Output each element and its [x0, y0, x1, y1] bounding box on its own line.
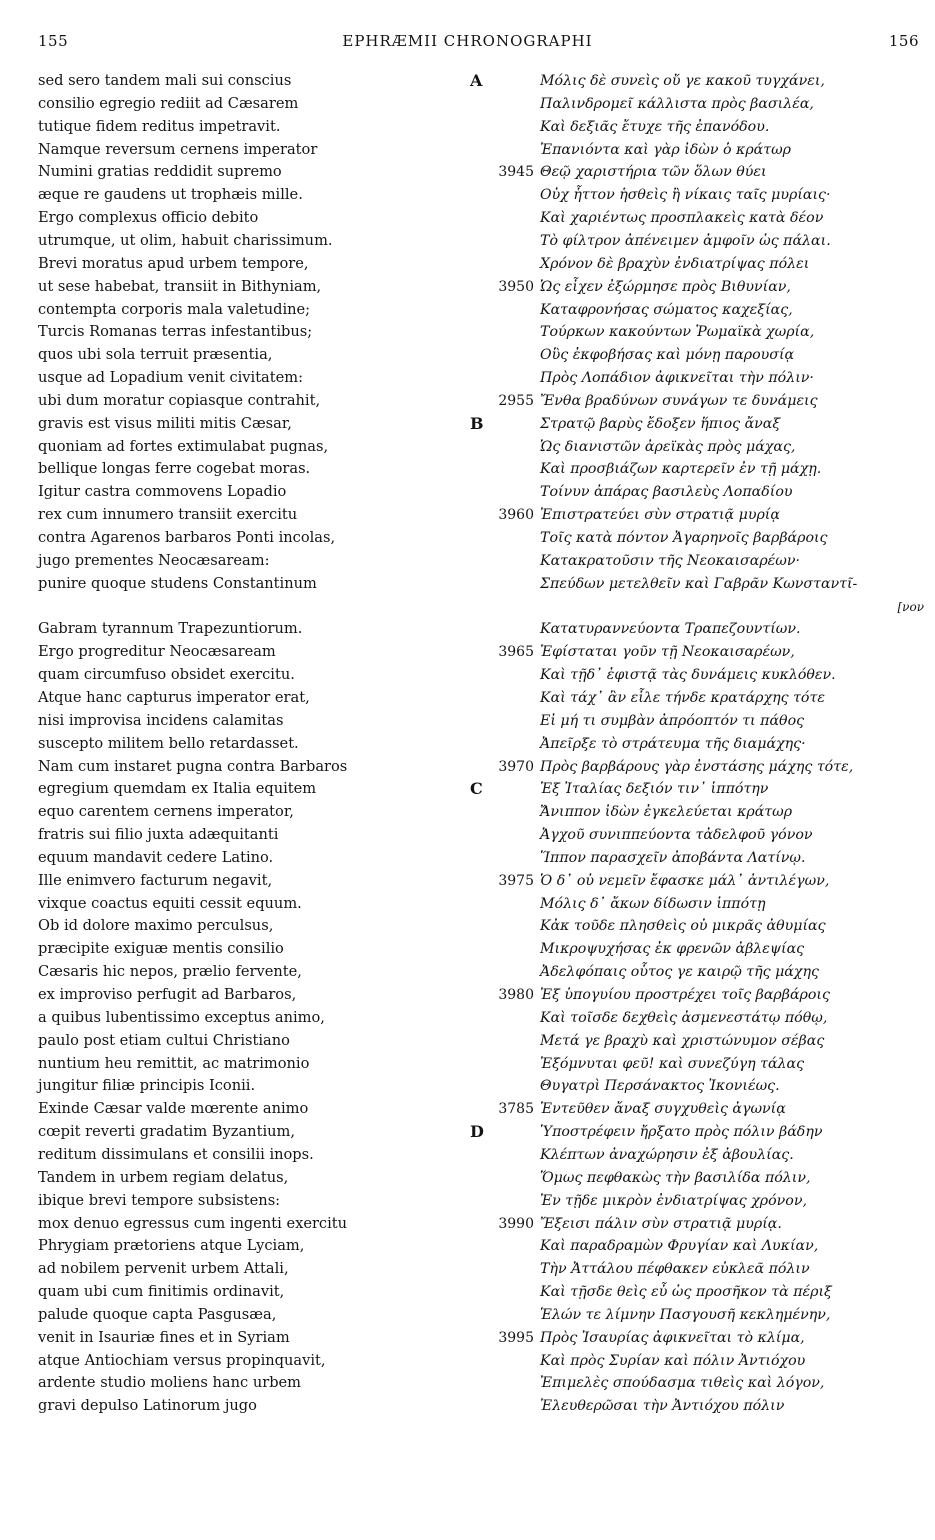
greek-line: Τοίνυν ἀπάρας βασιλεὺς Λοπαδίου: [540, 484, 793, 501]
latin-line: Turcis Romanas terras infestantibus;: [38, 323, 313, 341]
verse-number: 3945: [498, 164, 534, 181]
greek-line: Τοῖς κατὰ πόντον Ἀγαρηνοῖς βαρβάροις: [540, 530, 828, 546]
latin-line: quos ubi sola terruit præsentia,: [38, 346, 273, 364]
greek-line: Ἀδελφόπαις οὗτος γε καιρῷ τῆς μάχης: [540, 964, 819, 981]
latin-line: præcipite exiguæ mentis consilio: [38, 940, 284, 958]
greek-line: Καὶ πρὸς Συρίαν καὶ πόλιν Ἀντιόχου: [540, 1352, 806, 1369]
latin-line: ubi dum moratur copiasque contrahit,: [38, 391, 321, 409]
latin-line: æque re gaudens ut trophæis mille.: [38, 186, 303, 204]
greek-line: Ὡς εἶχεν ἐξώρμησε πρὸς Βιθυνίαν,: [540, 278, 791, 295]
greek-line: Οὓς ἐκφοβήσας καὶ μόνῃ παρουσίᾳ: [540, 347, 795, 364]
verse-number: 3980: [498, 987, 534, 1003]
latin-line: consilio egregio rediit ad Cæsarem: [38, 94, 299, 112]
latin-line: atque Antiochiam versus propinquavit,: [38, 1351, 326, 1369]
greek-line: Ἐντεῦθεν ἄναξ συγχυθεὶς ἀγωνίᾳ: [540, 1101, 786, 1118]
latin-line: quam ubi cum finitimis ordinavit,: [38, 1283, 285, 1301]
latin-line: vixque coactus equiti cessit equum.: [38, 894, 302, 912]
greek-line: Μόλις δὲ συνεὶς οὔ γε κακοῦ τυγχάνει,: [540, 73, 825, 89]
latin-line: Igitur castra commovens Lopadio: [38, 483, 287, 501]
latin-line: palude quoque capta Pasgusæa,: [38, 1305, 277, 1323]
greek-line: Ἄνιππον ἰδὼν ἐγκελεύεται κράτωρ: [540, 804, 793, 821]
verse-number: 3975: [498, 872, 534, 889]
latin-line: equo carentem cernens imperator,: [38, 803, 294, 821]
greek-line: Καὶ προσβιάζων καρτερεῖν ἐν τῇ μάχῃ.: [540, 461, 822, 478]
greek-line: Ἐπιστρατεύει σὺν στρατιᾷ μυρίᾳ: [540, 507, 780, 524]
greek-line: Εἰ μή τι συμβὰν ἀπρόοπτόν τι πάθος: [540, 712, 805, 729]
greek-line: Ὅμως πεφθακὼς τὴν βασιλίδα πόλιν,: [540, 1169, 811, 1186]
latin-line: punire quoque studens Constantinum: [38, 574, 317, 592]
latin-line: a quibus lubentissimo exceptus animo,: [38, 1008, 325, 1026]
verse-number: 3950: [498, 278, 534, 295]
verse-number: 2955: [498, 392, 534, 409]
latin-line: Nam cum instaret pugna contra Barbaros: [38, 757, 348, 775]
latin-line: Numini gratias reddidit supremo: [38, 163, 282, 181]
latin-line: venit in Isauriæ fines et in Syriam: [38, 1328, 290, 1346]
greek-line: Καταφρονήσας σώματος καχεξίας,: [540, 301, 793, 318]
section-marker: B: [470, 413, 484, 433]
latin-line: tutique fidem reditus impetravit.: [38, 117, 281, 135]
latin-line: Atque hanc capturus imperator erat,: [38, 688, 310, 706]
greek-line: Ἀγχοῦ συνιππεύοντα τἀδελφοῦ γόνον: [540, 827, 813, 844]
latin-line: mox denuo egressus cum ingenti exercitu: [38, 1214, 348, 1232]
greek-line: Ἵππον παρασχεῖν ἀποβάντα Λατίνῳ.: [540, 849, 806, 866]
greek-line: Πρὸς βαρβάρους γὰρ ἐνστάσης μάχης τότε,: [540, 758, 854, 775]
greek-line: Ἐξ Ἰταλίας δεξιόν τιν᾽ ἱππότην: [540, 781, 769, 798]
greek-line: Παλινδρομεῖ κάλλιστα πρὸς βασιλέα,: [540, 95, 814, 112]
greek-line: Κλέπτων ἀναχώρησιν ἐξ ἀβουλίας.: [540, 1146, 794, 1163]
latin-line: utrumque, ut olim, habuit charissimum.: [38, 231, 333, 249]
latin-line: Namque reversum cernens imperator: [38, 140, 318, 158]
latin-line: Gabram tyrannum Trapezuntiorum.: [38, 620, 303, 638]
latin-line: ad nobilem pervenit urbem Attali,: [38, 1260, 289, 1278]
greek-line: Ἐφίσταται γοῦν τῇ Νεοκαισαρέων,: [540, 644, 795, 661]
verse-number: 3990: [498, 1215, 534, 1232]
greek-line: Ἐν τῇδε μικρὸν ἐνδιατρίψας χρόνον,: [540, 1192, 807, 1209]
greek-line: Θεῷ χαριστήρια τῶν ὅλων θύει: [540, 164, 767, 181]
latin-line: contempta corporis mala valetudine;: [38, 300, 311, 318]
greek-line: Ἐξόμνυται φεῦ! καὶ συνεζύγη τάλας: [540, 1055, 805, 1072]
latin-line: ex improviso perfugit ad Barbaros,: [38, 986, 297, 1003]
greek-line: Ἀπεῖρξε τὸ στράτευμα τῆς διαμάχης·: [540, 735, 806, 752]
page-number-right: 156: [888, 32, 919, 50]
latin-line: egregium quemdam ex Italia equitem: [38, 780, 317, 798]
greek-line: Τὸ φίλτρον ἀπένειμεν ἀμφοῖν ὡς πάλαι.: [540, 232, 831, 249]
latin-line: Exinde Cæsar valde mœrente animo: [38, 1100, 309, 1118]
greek-line: Καὶ τῇσδε θεὶς εὖ ὡς προσῆκον τὰ πέριξ: [540, 1284, 832, 1301]
greek-line: Μικροψυχήσας ἐκ φρενῶν ἀβλεψίας: [540, 941, 805, 958]
verse-number: 3785: [498, 1101, 534, 1118]
latin-line: Phrygiam prætoriens atque Lyciam,: [38, 1237, 305, 1255]
verse-number: 3970: [498, 758, 534, 775]
greek-line: Κἀκ τοῦδε πλησθεὶς οὐ μικρᾶς ἀθυμίας: [540, 918, 826, 935]
latin-line: rex cum innumero transiit exercitu: [38, 506, 298, 524]
greek-line: Ἐπιμελὲς σπούδασμα τιθεὶς καὶ λόγον,: [540, 1375, 825, 1392]
latin-line: Ille enimvero facturum negavit,: [38, 871, 273, 889]
verse-number: 3995: [498, 1329, 534, 1346]
latin-line: ardente studio moliens hanc urbem: [38, 1374, 302, 1392]
greek-line: Στρατῷ βαρὺς ἔδοξεν ἥπιος ἄναξ: [540, 415, 781, 432]
greek-line: Ἔνθα βραδύνων συνάγων τε δυνάμεις: [540, 392, 818, 409]
latin-line: Brevi moratus apud urbem tempore,: [38, 254, 309, 272]
greek-line: Μετά γε βραχὺ καὶ χριστώνυμον σέβας: [540, 1032, 825, 1049]
greek-line: Μόλις δ᾽ ἄκων δίδωσιν ἱππότῃ: [540, 895, 766, 912]
latin-line: ibique brevi tempore subsistens:: [38, 1191, 281, 1209]
latin-line: jungitur filiæ principis Iconii.: [38, 1077, 256, 1095]
latin-line: Tandem in urbem regiam delatus,: [38, 1168, 289, 1186]
latin-line: Ob id dolore maximo perculsus,: [38, 917, 274, 935]
latin-line: suscepto militem bello retardasset.: [38, 734, 299, 752]
latin-line: fratris sui filio juxta adæquitanti: [38, 826, 279, 844]
greek-line: Καὶ τάχ᾽ ἂν εἷλε τήνδε κρατάρχης τότε: [540, 689, 825, 706]
greek-line: Ἔξεισι πάλιν σὺν στρατιᾷ μυρίᾳ.: [540, 1215, 782, 1232]
latin-line: Ergo progreditur Neocæsaream: [38, 643, 276, 661]
latin-line: quoniam ad fortes extimulabat pugnas,: [38, 437, 329, 455]
greek-line: Ὑποστρέφειν ἤρξατο πρὸς πόλιν βάδην: [540, 1124, 823, 1141]
section-marker: A: [470, 71, 483, 90]
greek-line: Πρὸς Λοπάδιον ἀφικνεῖται τὴν πόλιν·: [540, 370, 814, 387]
greek-line: Ἐπανιόντα καὶ γὰρ ἰδὼν ὁ κράτωρ: [540, 141, 792, 158]
greek-line: Καὶ τῇδ᾽ ἐφιστᾷ τὰς δυνάμεις κυκλόθεν.: [540, 667, 836, 684]
latin-line: usque ad Lopadium venit civitatem:: [38, 369, 304, 387]
verse-number: 3965: [498, 644, 534, 661]
greek-line: Ἐξ ὑπογυίου προστρέχει τοῖς βαρβάροις: [540, 987, 830, 1003]
latin-line: reditum dissimulans et consilii inops.: [38, 1145, 314, 1163]
greek-line: Ἑλών τε λίμνην Πασγουσῆ κεκλημένην,: [540, 1306, 831, 1323]
section-marker: D: [470, 1122, 484, 1142]
latin-line: bellique longas ferre cogebat moras.: [38, 460, 311, 478]
section-marker: C: [470, 779, 483, 799]
greek-line: Καὶ τοῖσδε δεχθεὶς ἀσμενεστάτῳ πόθῳ,: [540, 1009, 828, 1026]
greek-line: Καὶ παραδραμὼν Φρυγίαν καὶ Λυκίαν,: [540, 1238, 819, 1255]
greek-line: Ὡς διανιστῶν ἀρεϊκὰς πρὸς μάχας,: [540, 438, 796, 455]
greek-line: Τὴν Ἀττάλου πέφθακεν εὐκλεᾶ πόλιν: [540, 1261, 810, 1278]
latin-line: quam circumfuso obsidet exercitu.: [38, 666, 295, 684]
greek-line: Κατακρατοῦσιν τῆς Νεοκαισαρέων·: [540, 552, 800, 569]
latin-line: Ergo complexus officio debito: [38, 209, 259, 227]
greek-line: Πρὸς Ἰσαυρίας ἀφικνεῖται τὸ κλίμα,: [540, 1329, 805, 1346]
latin-line: gravis est visus militi mitis Cæsar,: [38, 414, 292, 432]
latin-line: equum mandavit cedere Latino.: [38, 848, 274, 866]
latin-line: Cæsaris hic nepos, prælio fervente,: [38, 963, 302, 981]
latin-line: ut sese habebat, transiit in Bithyniam,: [38, 277, 322, 295]
running-title: EPHRÆMII CHRONOGRAPHI: [342, 32, 593, 50]
greek-line: Τούρκων κακούντων Ῥωμαϊκὰ χωρία,: [540, 324, 815, 341]
greek-line: Ὁ δ᾽ οὐ νεμεῖν ἔφασκε μάλ᾽ ἀντιλέγων,: [540, 872, 830, 889]
greek-line: Κατατυραννεύοντα Τραπεζουντίων.: [540, 621, 801, 638]
verse-number: 3960: [498, 507, 534, 524]
latin-line: paulo post etiam cultui Christiano: [38, 1031, 290, 1049]
latin-line: jugo prementes Neocæsaream:: [38, 551, 270, 569]
greek-line: Χρόνον δὲ βραχὺν ἐνδιατρίψας πόλει: [540, 255, 810, 272]
latin-line: contra Agarenos barbaros Ponti incolas,: [38, 529, 336, 546]
greek-line: Καὶ χαριέντως προσπλακεὶς κατὰ δέον: [540, 210, 824, 227]
latin-line: nuntium heu remittit, ac matrimonio: [38, 1054, 310, 1072]
greek-line: Θυγατρὶ Περσάνακτος Ἰκονιέως.: [540, 1078, 780, 1095]
latin-line: cœpit reverti gradatim Byzantium,: [38, 1123, 295, 1141]
page-number-left: 155: [38, 32, 69, 50]
greek-line: Ἐλευθερῶσαι τὴν Ἀντιόχου πόλιν: [540, 1398, 785, 1415]
latin-line: sed sero tandem mali sui conscius: [38, 72, 292, 89]
latin-line: gravi depulso Latinorum jugo: [38, 1397, 257, 1415]
greek-line: Οὐχ ἧττον ἡσθεὶς ἢ νίκαις ταῖς μυρίαις·: [540, 187, 831, 204]
greek-line: Σπεύδων μετελθεῖν καὶ Γαβρᾶν Κωνσταντῖ-: [540, 575, 858, 592]
line-continuation: [νον: [897, 599, 924, 614]
latin-line: nisi improvisa incidens calamitas: [38, 711, 284, 729]
greek-line: Καὶ δεξιᾶς ἔτυχε τῆς ἐπανόδου.: [540, 118, 770, 135]
